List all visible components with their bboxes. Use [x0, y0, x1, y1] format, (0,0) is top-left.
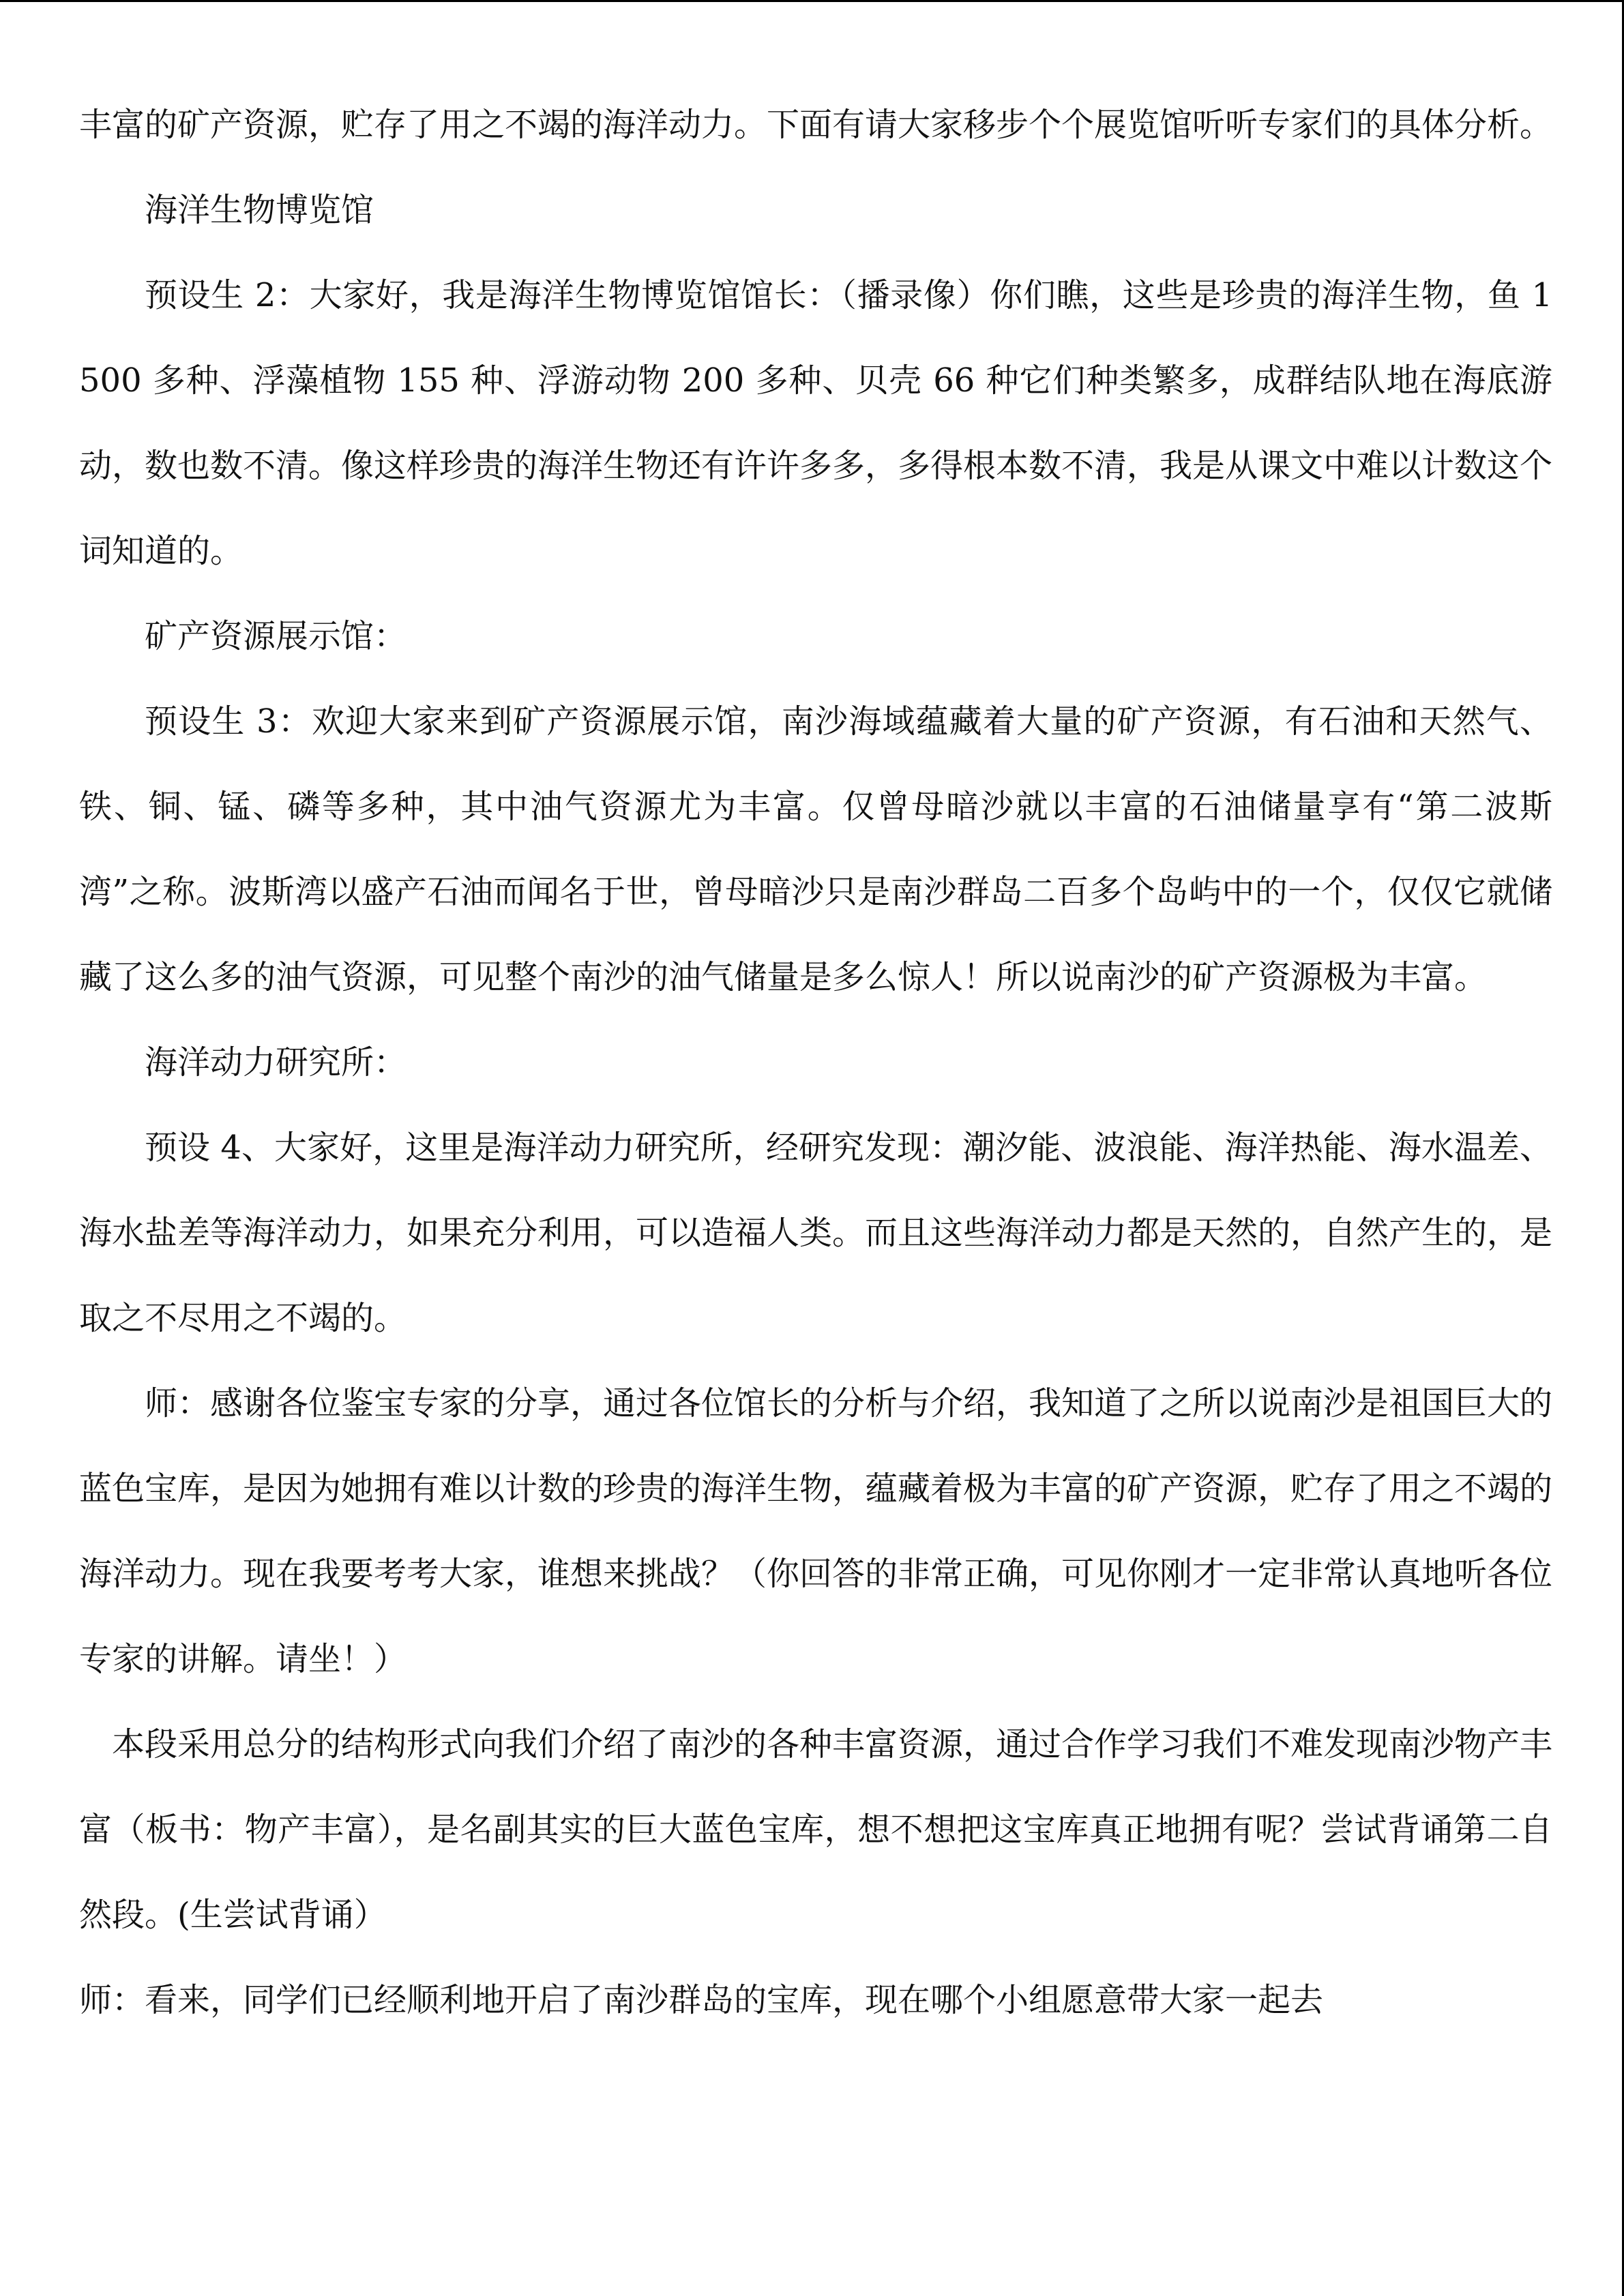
paragraph-student-2: 预设生 2：大家好，我是海洋生物博览馆馆长：（播录像）你们瞧，这些是珍贵的海洋生物，鱼 1500 多种、浮藻植物 155 种、浮游动物 200 多种、贝壳 66 种它们种类繁多，成群结队地在海底游动，数也数不清。像这样珍贵的海洋生物还有许许多多，多得根本数不清，我是从课文中难以计数这个词知道的。 — [79, 276, 1553, 570]
heading-mineral-hall: 矿产资源展示馆： — [145, 617, 407, 655]
document-body — [79, 83, 1552, 2043]
paragraph-teacher-summary: 师：感谢各位鉴宝专家的分享，通过各位馆长的分析与介绍，我知道了之所以说南沙是祖国巨大的蓝色宝库，是因为她拥有难以计数的珍贵的海洋生物，蕴藏着极为丰富的矿产资源，贮存了用之不竭的海洋动力。现在我要考考大家，谁想来挑战？（你回答的非常正确，可见你刚才一定非常认真地听各位专家的讲解。请坐！） — [79, 1384, 1553, 1678]
paragraph-teacher-transition: 师：看来，同学们已经顺利地开启了南沙群岛的宝库，现在哪个小组愿意带大家一起去 — [79, 1981, 1324, 2019]
heading-marine-life-museum: 海洋生物博览馆 — [145, 191, 374, 229]
paragraph-student-3: 预设生 3：欢迎大家来到矿产资源展示馆，南沙海域蕴藏着大量的矿产资源，有石油和天然气、铁、铜、锰、磷等多种，其中油气资源尤为丰富。仅曾母暗沙就以丰富的石油储量享有“第二波斯湾”之称。波斯湾以盛产石油而闻名于世，曾母暗沙只是南沙群岛二百多个岛屿中的一个，仅仅它就储藏了这么多的油气资源，可见整个南沙的油气储量是多么惊人！所以说南沙的矿产资源极为丰富。 — [79, 702, 1552, 996]
paragraph-student-4: 预设 4、大家好，这里是海洋动力研究所，经研究发现：潮汐能、波浪能、海洋热能、海水温差、海水盐差等海洋动力，如果充分利用，可以造福人类。而且这些海洋动力都是天然的，自然产生的，是取之不尽用之不竭的。 — [79, 1129, 1553, 1337]
paragraph-section-summary: 本段采用总分的结构形式向我们介绍了南沙的各种丰富资源，通过合作学习我们不难发现南沙物产丰富（板书：物产丰富），是名副其实的巨大蓝色宝库，想不想把这宝库真正地拥有呢？尝试背诵第二自然段。(生尝试背诵） — [79, 1725, 1553, 1934]
paragraph-continuation: 丰富的矿产资源，贮存了用之不竭的海洋动力。下面有请大家移步个个展览馆听听专家们的具体分析。 — [79, 106, 1553, 144]
heading-ocean-power-institute: 海洋动力研究所： — [145, 1043, 407, 1082]
